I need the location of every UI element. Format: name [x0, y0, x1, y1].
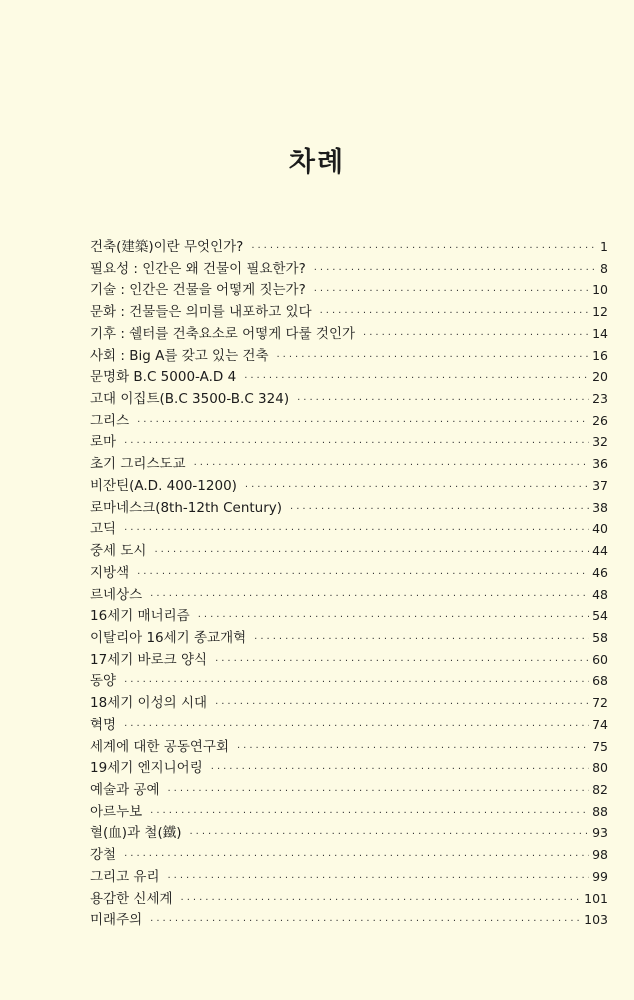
- toc-entry: [90, 909, 608, 931]
- toc-entry: [90, 844, 608, 866]
- toc-entry-title: 세계에 대한 공동연구회: [90, 738, 229, 755]
- toc-entry-title: 사회 : Big A를 갖고 있는 건축: [90, 347, 269, 364]
- toc-page-number: 93: [592, 825, 608, 841]
- toc-dot-leader: [168, 868, 590, 890]
- toc-dot-leader: [150, 586, 589, 608]
- toc-page-number: 12: [592, 304, 608, 320]
- toc-entry-title: 고딕: [90, 521, 117, 538]
- toc-page-number: 74: [592, 716, 608, 732]
- toc-page-number: 101: [584, 890, 608, 906]
- toc-dot-leader: [124, 846, 589, 868]
- toc-dot-leader: [244, 368, 589, 390]
- toc-entry: [90, 453, 608, 475]
- toc-page-number: 82: [592, 781, 608, 797]
- toc-entry-title: 그리고 유리: [90, 868, 160, 885]
- toc-entry: [90, 888, 608, 910]
- toc-page-number: 20: [592, 369, 608, 385]
- toc-entry: [90, 540, 608, 562]
- toc-entry: [90, 497, 608, 519]
- toc-page-number: 60: [592, 651, 608, 667]
- toc-page-number: 98: [592, 847, 608, 863]
- toc-entry-title: 17세기 바로크 양식: [90, 651, 208, 668]
- toc-entry-title: 18세기 이성의 시대: [90, 695, 208, 712]
- toc-dot-leader: [363, 325, 589, 347]
- toc-dot-leader: [314, 260, 597, 282]
- toc-page-number: 23: [592, 391, 608, 407]
- toc-page-number: 72: [592, 695, 608, 711]
- toc-dot-leader: [137, 564, 589, 586]
- toc-dot-leader: [211, 759, 589, 781]
- toc-entry-title: 필요성 : 인간은 왜 건물이 필요한가?: [90, 260, 306, 277]
- toc-dot-leader: [189, 824, 589, 846]
- toc-page-number: 44: [592, 543, 608, 559]
- toc-entry: [90, 258, 608, 280]
- toc-dot-leader: [124, 672, 589, 694]
- toc-entry: [90, 431, 608, 453]
- toc-page-number: 48: [592, 586, 608, 602]
- toc-entry-title: 16세기 매너리즘: [90, 608, 190, 625]
- toc-dot-leader: [237, 738, 589, 760]
- toc-entry-title: 이탈리아 16세기 종교개혁: [90, 629, 247, 646]
- toc-entry: [90, 345, 608, 367]
- toc-entry-title: 미래주의: [90, 912, 143, 929]
- toc-entry: [90, 866, 608, 888]
- toc-entry-title: 동양: [90, 673, 117, 690]
- toc-entry: [90, 475, 608, 497]
- page-title: 차례: [288, 147, 346, 178]
- toc-entry-title: 문화 : 건물들은 의미를 내포하고 있다: [90, 304, 312, 321]
- toc-dot-leader: [124, 520, 589, 542]
- toc-entry-title: 로마네스크(8th-12th Century): [90, 499, 283, 516]
- toc-entry-title: 예술과 공예: [90, 781, 160, 798]
- toc-entry-title: 로마: [90, 434, 117, 451]
- toc-page-number: 10: [592, 282, 608, 298]
- toc-dot-leader: [314, 281, 589, 303]
- toc-entry-title: 혈(血)과 철(鐵): [90, 825, 182, 842]
- toc-page-number: 1: [600, 239, 608, 254]
- toc-page-number: 75: [592, 738, 608, 754]
- toc-dot-leader: [215, 651, 589, 673]
- toc-entry-title: 초기 그리스도교: [90, 456, 186, 473]
- toc-dot-leader: [154, 542, 589, 564]
- toc-page-number: 46: [592, 564, 608, 580]
- toc-entry-title: 혁명: [90, 716, 117, 733]
- toc-dot-leader: [290, 499, 589, 521]
- toc-entry-title: 르네상스: [90, 586, 143, 603]
- toc-entry: [90, 584, 608, 606]
- toc-dot-leader: [168, 781, 590, 803]
- toc-page-number: 54: [592, 608, 608, 624]
- toc-dot-leader: [194, 455, 590, 477]
- toc-entry: [90, 410, 608, 432]
- toc-entry: [90, 714, 608, 736]
- toc-entry: [90, 692, 608, 714]
- toc-page-number: 58: [592, 629, 608, 645]
- toc-entry: [90, 757, 608, 779]
- toc-page-number: 16: [592, 347, 608, 363]
- toc-entry: [90, 736, 608, 758]
- toc-entry-title: 강철: [90, 847, 117, 864]
- toc-entry: [90, 236, 608, 258]
- toc-entry: [90, 279, 608, 301]
- toc-entry: [90, 779, 608, 801]
- toc-page-number: 88: [592, 803, 608, 819]
- toc-dot-leader: [251, 238, 597, 260]
- toc-dot-leader: [124, 433, 589, 455]
- toc-entry: [90, 323, 608, 345]
- toc-dot-leader: [245, 477, 589, 499]
- toc-entry: [90, 388, 608, 410]
- toc-entry-title: 고대 이집트(B.C 3500-B.C 324): [90, 391, 290, 408]
- toc-entry: [90, 605, 608, 627]
- toc-dot-leader: [150, 911, 581, 933]
- toc-page-number: 99: [592, 868, 608, 884]
- toc-entry: [90, 627, 608, 649]
- toc-entry-title: 지방색: [90, 564, 130, 581]
- toc-page-number: 38: [592, 499, 608, 515]
- toc-page-number: 80: [592, 760, 608, 776]
- toc-entry: [90, 518, 608, 540]
- toc-entry-title: 건축(建築)이란 무엇인가?: [90, 239, 244, 255]
- toc-dot-leader: [150, 803, 589, 825]
- toc-entry-title: 기후 : 쉘터를 건축요소로 어떻게 다룰 것인가: [90, 325, 356, 342]
- toc-page-number: 40: [592, 521, 608, 537]
- toc-page-number: 14: [592, 325, 608, 341]
- toc-dot-leader: [198, 607, 589, 629]
- toc-entry: [90, 801, 608, 823]
- toc-dot-leader: [297, 390, 589, 412]
- toc-entry: [90, 670, 608, 692]
- toc-page-number: 36: [592, 456, 608, 472]
- toc-entry-title: 비잔틴(A.D. 400-1200): [90, 477, 237, 494]
- toc-page-number: 26: [592, 412, 608, 428]
- toc-entry: [90, 649, 608, 671]
- table-of-contents: [90, 236, 608, 931]
- toc-dot-leader: [137, 412, 589, 434]
- toc-page-number: 37: [592, 477, 608, 493]
- toc-entry: [90, 366, 608, 388]
- toc-entry-title: 기술 : 인간은 건물을 어떻게 짓는가?: [90, 282, 306, 299]
- toc-entry-title: 용감한 신세계: [90, 890, 173, 907]
- toc-dot-leader: [181, 890, 582, 912]
- toc-page-number: 68: [592, 673, 608, 689]
- toc-dot-leader: [320, 303, 589, 325]
- toc-entry-title: 19세기 엔지니어링: [90, 760, 203, 777]
- toc-entry: [90, 562, 608, 584]
- toc-entry-title: 그리스: [90, 412, 130, 429]
- toc-dot-leader: [215, 694, 589, 716]
- toc-entry-title: 아르누보: [90, 803, 143, 820]
- toc-dot-leader: [254, 629, 589, 651]
- toc-dot-leader: [276, 347, 589, 369]
- toc-dot-leader: [124, 716, 589, 738]
- toc-entry: [90, 301, 608, 323]
- toc-entry-title: 문명화 B.C 5000-A.D 4: [90, 369, 237, 386]
- toc-page-number: 32: [592, 434, 608, 450]
- toc-page-number: 103: [584, 912, 608, 928]
- toc-entry: [90, 822, 608, 844]
- toc-page-number: 8: [600, 260, 608, 276]
- toc-entry-title: 중세 도시: [90, 543, 147, 560]
